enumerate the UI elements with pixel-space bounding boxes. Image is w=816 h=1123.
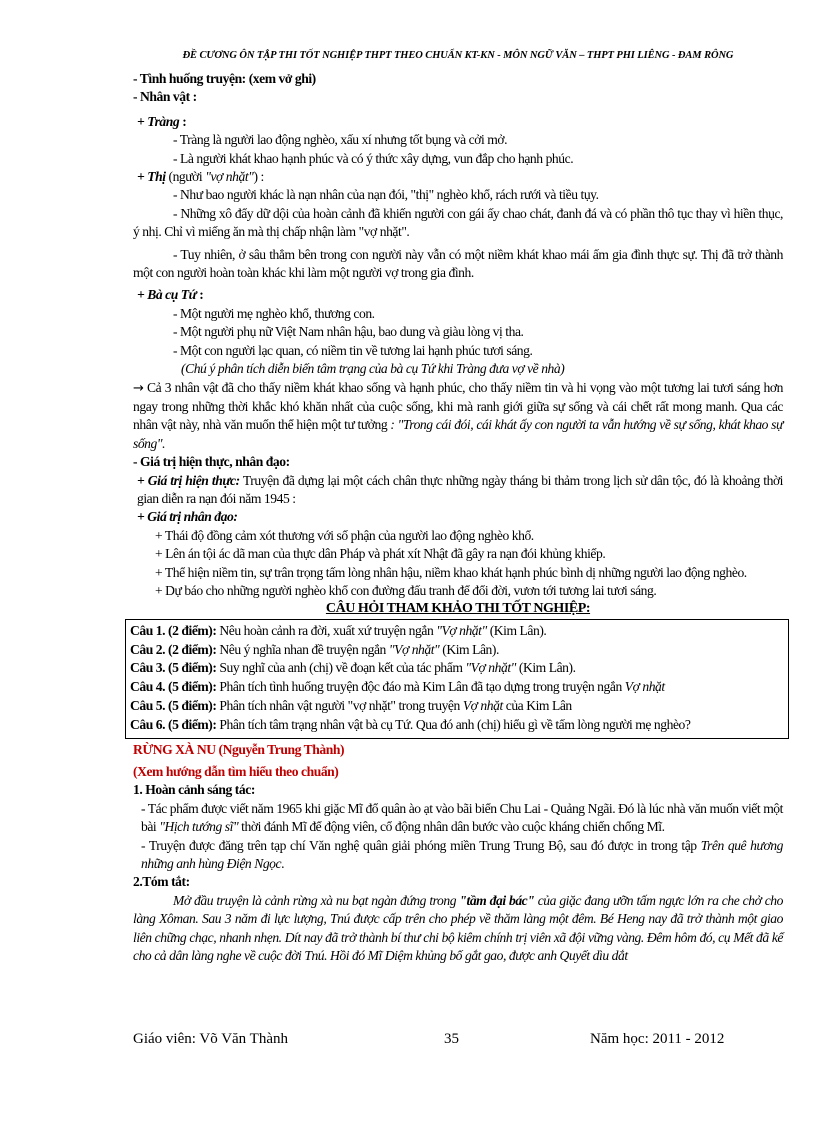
question-2: Câu 2. (2 điểm): Nêu ý nghĩa nhan đề truyện ngắn "Vợ nhặt" (Kim Lân). <box>130 641 499 657</box>
realism-paragraph: + Giá trị hiện thực: Truyện đã dựng lại một cách chân thực những ngày tháng bi thảm trong lịch sử dân tộc, đó là khoảng thời gian diễn ra nạn đói năm 1945 : <box>137 472 784 506</box>
trang-heading: + Tràng : <box>137 113 187 129</box>
thi-point-2: - Những xô đẩy dữ dội của hoàn cảnh đã khiến người con gái ấy chao chát, đanh đá và có phần thô tục thay vì hiền thục, ý nhị. Chỉ vì miếng ăn mà thị chấp nhận làm "vợ nhặt". <box>133 205 783 240</box>
humanism-point-4: + Dự báo cho những người nghèo khổ con đường đấu tranh để đổi đời, vươn tới tương lai tươi sáng. <box>155 582 657 598</box>
section-title-rung-xa-nu: RỪNG XÀ NU (Nguyễn Trung Thành) <box>133 741 345 757</box>
thi-point-1: - Như bao người khác là nạn nhân của nạn đói, "thị" nghèo khổ, rách rưới và tiều tụy. <box>173 187 599 203</box>
arrow-right-icon: → <box>133 380 144 396</box>
humanism-point-2: + Lên án tội ác dã man của thực dân Pháp và phát xít Nhật đã gây ra nạn đói khủng khiếp. <box>155 546 606 562</box>
story-situation-label: - Tình huống truyện: (xem vở ghi) <box>133 71 316 86</box>
batu-point-3: - Một con người lạc quan, có niềm tin về tương lai hạnh phúc tươi sáng. <box>173 342 533 358</box>
batu-point-1: - Một người mẹ nghèo khổ, thương con. <box>173 305 375 321</box>
question-5: Câu 5. (5 điểm): Phân tích nhân vật người "vợ nhặt" trong truyện Vợ nhặt của Kim Lân <box>130 697 572 713</box>
page-header: ĐỀ CƯƠNG ÔN TẬP THI TỐT NGHIỆP THPT THEO CHUẨN KT-KN - MÔN NGỮ VĂN – THPT PHI LIÊNG - ĐAM RÔNG <box>182 50 734 61</box>
context-paragraph-1: - Tác phẩm được viết năm 1965 khi giặc Mĩ đổ quân ào ạt vào bãi biển Chu Lai - Quảng Ngãi. Đó là lúc nhà văn muốn viết một bài "Hịch tướng sĩ" thời đánh Mĩ để động viên, cổ động nhân dân bước vào cuộc kháng chiến chống Mĩ. <box>141 800 783 835</box>
values-label: - Giá trị hiện thực, nhân đạo: <box>133 454 290 470</box>
batu-heading: + Bà cụ Tứ : <box>137 287 204 303</box>
thi-point-3: - Tuy nhiên, ở sâu thẳm bên trong con người này vẫn có một niềm khát khao mái ấm gia đình thực sự. Thị đã trở thành một con người hoàn toàn khác khi làm một người vợ trong gia đình. <box>133 246 783 281</box>
humanism-point-1: + Thái độ đồng cảm xót thương với số phận của người lao động nghèo khổ. <box>155 527 534 543</box>
trang-point-1: - Tràng là người lao động nghèo, xấu xí nhưng tốt bụng và cởi mở. <box>173 132 508 148</box>
batu-point-2: - Một người phụ nữ Việt Nam nhân hậu, bao dung và giàu lòng vị tha. <box>173 324 524 340</box>
summary-paragraph: → Cả 3 nhân vật đã cho thấy niềm khát khao sống và hạnh phúc, cho thấy niềm tin và hi vọng vào một tương lai tươi sáng hơn ngay trong những thời khắc khó khăn nhất của cuộc sống, khi mà ranh giới giữa sự sống và cái chết rất mong manh. Qua các nhân vật này, nhà văn muốn thể hiện một tư tưởng : "Trong cái đói, cái khát ấy con người ta vẫn hướng về sự sống, khát khao sự sống". <box>133 379 783 451</box>
question-4: Câu 4. (5 điểm): Phân tích tình huống truyện độc đáo mà Kim Lân đã tạo dựng trong truyện ngắn Vợ nhặt <box>130 679 665 695</box>
humanism-point-3: + Thể hiện niềm tin, sự trân trọng tấm lòng nhân hậu, niềm khao khát hạnh phúc bình dị những người lao động nghèo. <box>155 564 747 580</box>
thi-heading: + Thị (người "vợ nhặt") : <box>137 169 264 185</box>
context-paragraph-2: - Truyện được đăng trên tạp chí Văn nghệ quân giải phóng miền Trung Trung Bộ, sau đó được in trong tập Trên quê hương những anh hùng Điện Ngọc. <box>141 837 783 871</box>
characters-label: - Nhân vật : <box>133 89 197 105</box>
summary-story-paragraph: Mở đầu truyện là cảnh rừng xà nu bạt ngàn đứng trong "tầm đại bác" của giặc đang ưỡn tấm ngực lớn ra che chở cho làng Xôman. Sau 3 năm đi lực lượng, Tnú được cấp trên cho phép về thăm làng một đêm. Bé Heng nay đã trở thành một giao liên chững chạc, nhanh nhẹn. Dít nay đã trở thành bí thư chi bộ kiêm chính trị viên xã đội vững vàng. Đêm hôm đó, cụ Mết đã kể cho cả dân làng nghe về cuộc đời Tnú. Hồi đó Mĩ Diệm khủng bố gắt gao, được anh Quyết dìu dắt <box>133 892 783 964</box>
questions-title: CÂU HỎI THAM KHẢO THI TỐT NGHIỆP: <box>325 601 591 617</box>
humanism-heading: + Giá trị nhân đạo: <box>137 509 238 525</box>
trang-point-2: - Là người khát khao hạnh phúc và có ý thức xây dựng, vun đắp cho hạnh phúc. <box>173 150 574 166</box>
question-6: Câu 6. (5 điểm): Phân tích tâm trạng nhân vật bà cụ Tứ. Qua đó anh (chị) hiểu gì về tấm lòng người mẹ nghèo? <box>130 716 691 732</box>
section-subtitle: (Xem hướng dẫn tìm hiểu theo chuẩn) <box>133 763 339 779</box>
batu-note: (Chú ý phân tích diễn biến tâm trạng của bà cụ Tứ khi Tràng đưa vợ về nhà) <box>181 361 565 377</box>
question-3: Câu 3. (5 điểm): Suy nghĩ của anh (chị) về đoạn kết của tác phẩm "Vợ nhặt" (Kim Lân). <box>130 660 576 676</box>
footer-school-year: Năm học: 2011 - 2012 <box>590 1031 725 1047</box>
footer-page-number: 35 <box>444 1031 459 1047</box>
heading-context: 1. Hoàn cảnh sáng tác: <box>133 782 255 798</box>
question-1: Câu 1. (2 điểm): Nêu hoàn cảnh ra đời, xuất xứ truyện ngắn "Vợ nhặt" (Kim Lân). <box>130 622 547 638</box>
footer-teacher: Giáo viên: Võ Văn Thành <box>133 1031 288 1047</box>
heading-summary: 2.Tóm tắt: <box>133 874 190 890</box>
content <box>130 70 784 965</box>
questions-box <box>125 619 789 739</box>
